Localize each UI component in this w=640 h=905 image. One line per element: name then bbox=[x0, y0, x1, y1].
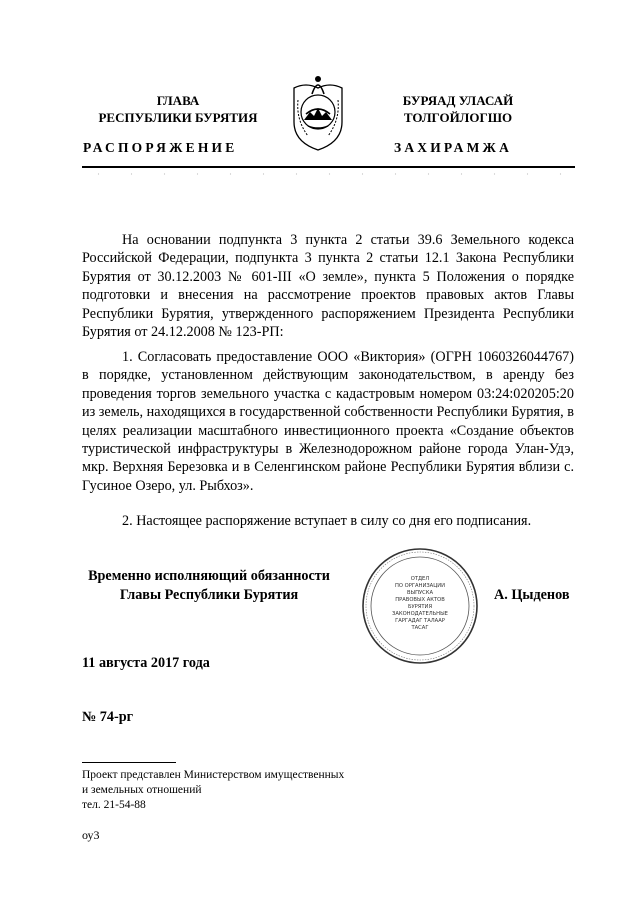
footnote-line1: Проект представлен Министерством имущественных bbox=[82, 769, 345, 781]
signatory-title-line1: Временно исполняющий обязанности bbox=[88, 568, 330, 584]
preamble-paragraph: На основании подпункта 3 пункта 2 статьи 39.6 Земельного кодекса Российской Федерации, подпункта 3 пункта 2 статьи 12.1 Закона Республики Бурятия от 30.12.2003 № 601-III «О земле», пункта 5 Положения о порядке подготовки и внесения на рассмотрение проектов правовых актов Главы Республики Бурятия, утвержденного распоряжением Президента Республики Бурятия от 24.12.2008 № 123-РП: bbox=[82, 232, 574, 341]
document-code: оу3 bbox=[82, 828, 100, 842]
stamp-line: ПРАВОВЫХ АКТОВ bbox=[395, 597, 445, 603]
header-left-line1: ГЛАВА bbox=[156, 93, 200, 108]
stamp-line: ГАРГАДАГ ТАЛААР bbox=[395, 618, 445, 624]
footnote bbox=[82, 768, 344, 813]
item-2-paragraph: 2. Настоящее распоряжение вступает в силу со дня его подписания. bbox=[122, 513, 532, 529]
document-type-russian: РАСПОРЯЖЕНИЕ bbox=[83, 140, 238, 155]
item-1-block bbox=[82, 348, 574, 495]
header-divider bbox=[82, 166, 575, 168]
preamble-block bbox=[82, 231, 574, 341]
item-1-paragraph: 1. Согласовать предоставление ООО «Виктория» (ОГРН 1060326044767) в порядке, установленном действующим законодательством, в аренду без проведения торгов земельного участка с кадастровым номером 03:24:020205:20 из земель, находящихся в государственной собственности Республики Бурятия, в целях реализации масштабного инвестиционного проекта «Создание объектов туристической инфраструктуры в Железнодорожном районе города Улан-Удэ, мкр. Верхняя Березовка и в Селенгинском районе Республики Бурятия вблизи с. Гусиное Озеро, ул. Рыбхоз». bbox=[82, 349, 574, 494]
header-left-line2: РЕСПУБЛИКИ БУРЯТИЯ bbox=[98, 110, 258, 125]
header-left-block bbox=[78, 92, 278, 126]
header-right-block bbox=[358, 92, 558, 126]
document-date: 11 августа 2017 года bbox=[82, 655, 210, 671]
header-right-line1: БУРЯАД УЛАСАЙ bbox=[402, 93, 514, 108]
document-number: № 74-рг bbox=[82, 709, 134, 725]
footnote-phone: тел. 21-54-88 bbox=[82, 799, 146, 811]
stamp-line: ВЫПУСКА bbox=[406, 590, 434, 596]
item-2-block bbox=[82, 512, 574, 530]
stamp-line: ЗАКОНОДАТЕЛЬНЫЕ bbox=[392, 611, 448, 617]
header-dotted-line bbox=[82, 172, 575, 176]
signatory-name: А. Цыденов bbox=[494, 587, 570, 603]
header-right-line2: ТОЛГОЙЛОГШО bbox=[403, 110, 513, 125]
stamp-line: ТАСАГ bbox=[411, 625, 429, 631]
signatory-title-line2: Главы Республики Бурятия bbox=[119, 587, 299, 603]
signatory-title bbox=[86, 567, 332, 605]
document-type-buryat: ЗАХИРАМЖА bbox=[394, 140, 513, 155]
official-stamp bbox=[360, 546, 480, 666]
stamp-line: БУРЯТИЯ bbox=[407, 604, 433, 610]
coat-of-arms-emblem bbox=[286, 70, 350, 152]
stamp-line: ОТДЕЛ bbox=[410, 576, 430, 582]
footnote-line2: и земельных отношений bbox=[82, 784, 202, 796]
footnote-divider bbox=[82, 762, 176, 763]
stamp-line: ПО ОРГАНИЗАЦИИ bbox=[394, 583, 446, 589]
